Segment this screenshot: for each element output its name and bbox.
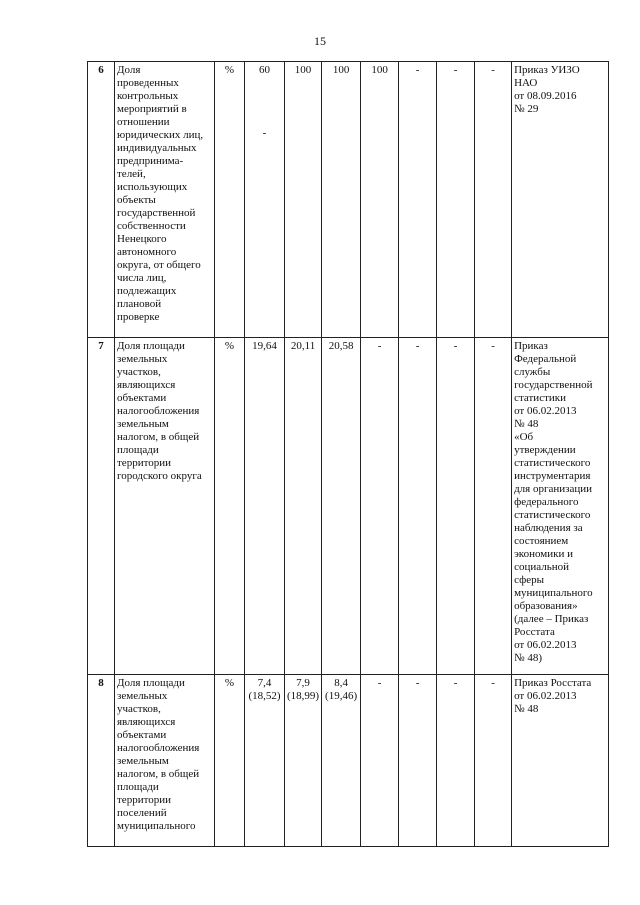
value-cell: -: [437, 675, 475, 847]
value-cell: 7,9 (18,99): [285, 675, 322, 847]
row-number: 6: [88, 62, 115, 338]
table-row: [88, 62, 609, 338]
table-row: [88, 675, 609, 847]
value-cell: 100: [285, 62, 322, 338]
value-cell: -: [399, 62, 437, 338]
unit-cell: %: [215, 62, 245, 338]
row-number: 8: [88, 675, 115, 847]
value-cell: 100: [322, 62, 361, 338]
unit-cell: %: [215, 675, 245, 847]
dash-mark: -: [262, 127, 267, 139]
value-cell: [245, 62, 285, 338]
value-cell: -: [475, 675, 512, 847]
value-cell: 100: [361, 62, 399, 338]
table-row: [88, 338, 609, 675]
indicator-table: [87, 61, 609, 847]
value-text: 60: [259, 64, 270, 76]
value-cell: -: [437, 62, 475, 338]
value-cell: 20,11: [285, 338, 322, 675]
value-cell: -: [361, 338, 399, 675]
source-document: Приказ Росстата от 06.02.2013 № 48: [512, 675, 609, 847]
value-cell: -: [437, 338, 475, 675]
value-cell: 8,4 (19,46): [322, 675, 361, 847]
value-cell: 7,4 (18,52): [245, 675, 285, 847]
value-cell: -: [399, 675, 437, 847]
unit-cell: %: [215, 338, 245, 675]
value-cell: 20,58: [322, 338, 361, 675]
page-number: 15: [314, 34, 326, 48]
row-number: 7: [88, 338, 115, 675]
source-document: Приказ Федеральной службы государственной статистики от 06.02.2013 № 48 «Об утверждении статистического инструментария для организации федерального статистического наблюдения за состоянием экономики и социальной сферы муниципального образования» (далее – Приказ Росстата от 06.02.2013 № 48): [512, 338, 609, 675]
value-cell: -: [399, 338, 437, 675]
value-cell: -: [475, 62, 512, 338]
value-cell: -: [361, 675, 399, 847]
indicator-name: Доля площади земельных участков, являющихся объектами налогообложения земельным налогом, в общей площади территории поселений муниципального: [115, 675, 215, 847]
indicator-name: Доля площади земельных участков, являющихся объектами налогообложения земельным налогом, в общей площади территории городского округа: [115, 338, 215, 675]
source-document: Приказ УИЗО НАО от 08.09.2016 № 29: [512, 62, 609, 338]
value-cell: -: [475, 338, 512, 675]
value-cell: 19,64: [245, 338, 285, 675]
indicator-name: Доля проведенных контрольных мероприятий в отношении юридических лиц, индивидуальных предпринима- телей, использующих объекты государственной собственности Ненецкого автономного округа, от общего числа лиц, подлежащих плановой проверке: [115, 62, 215, 338]
